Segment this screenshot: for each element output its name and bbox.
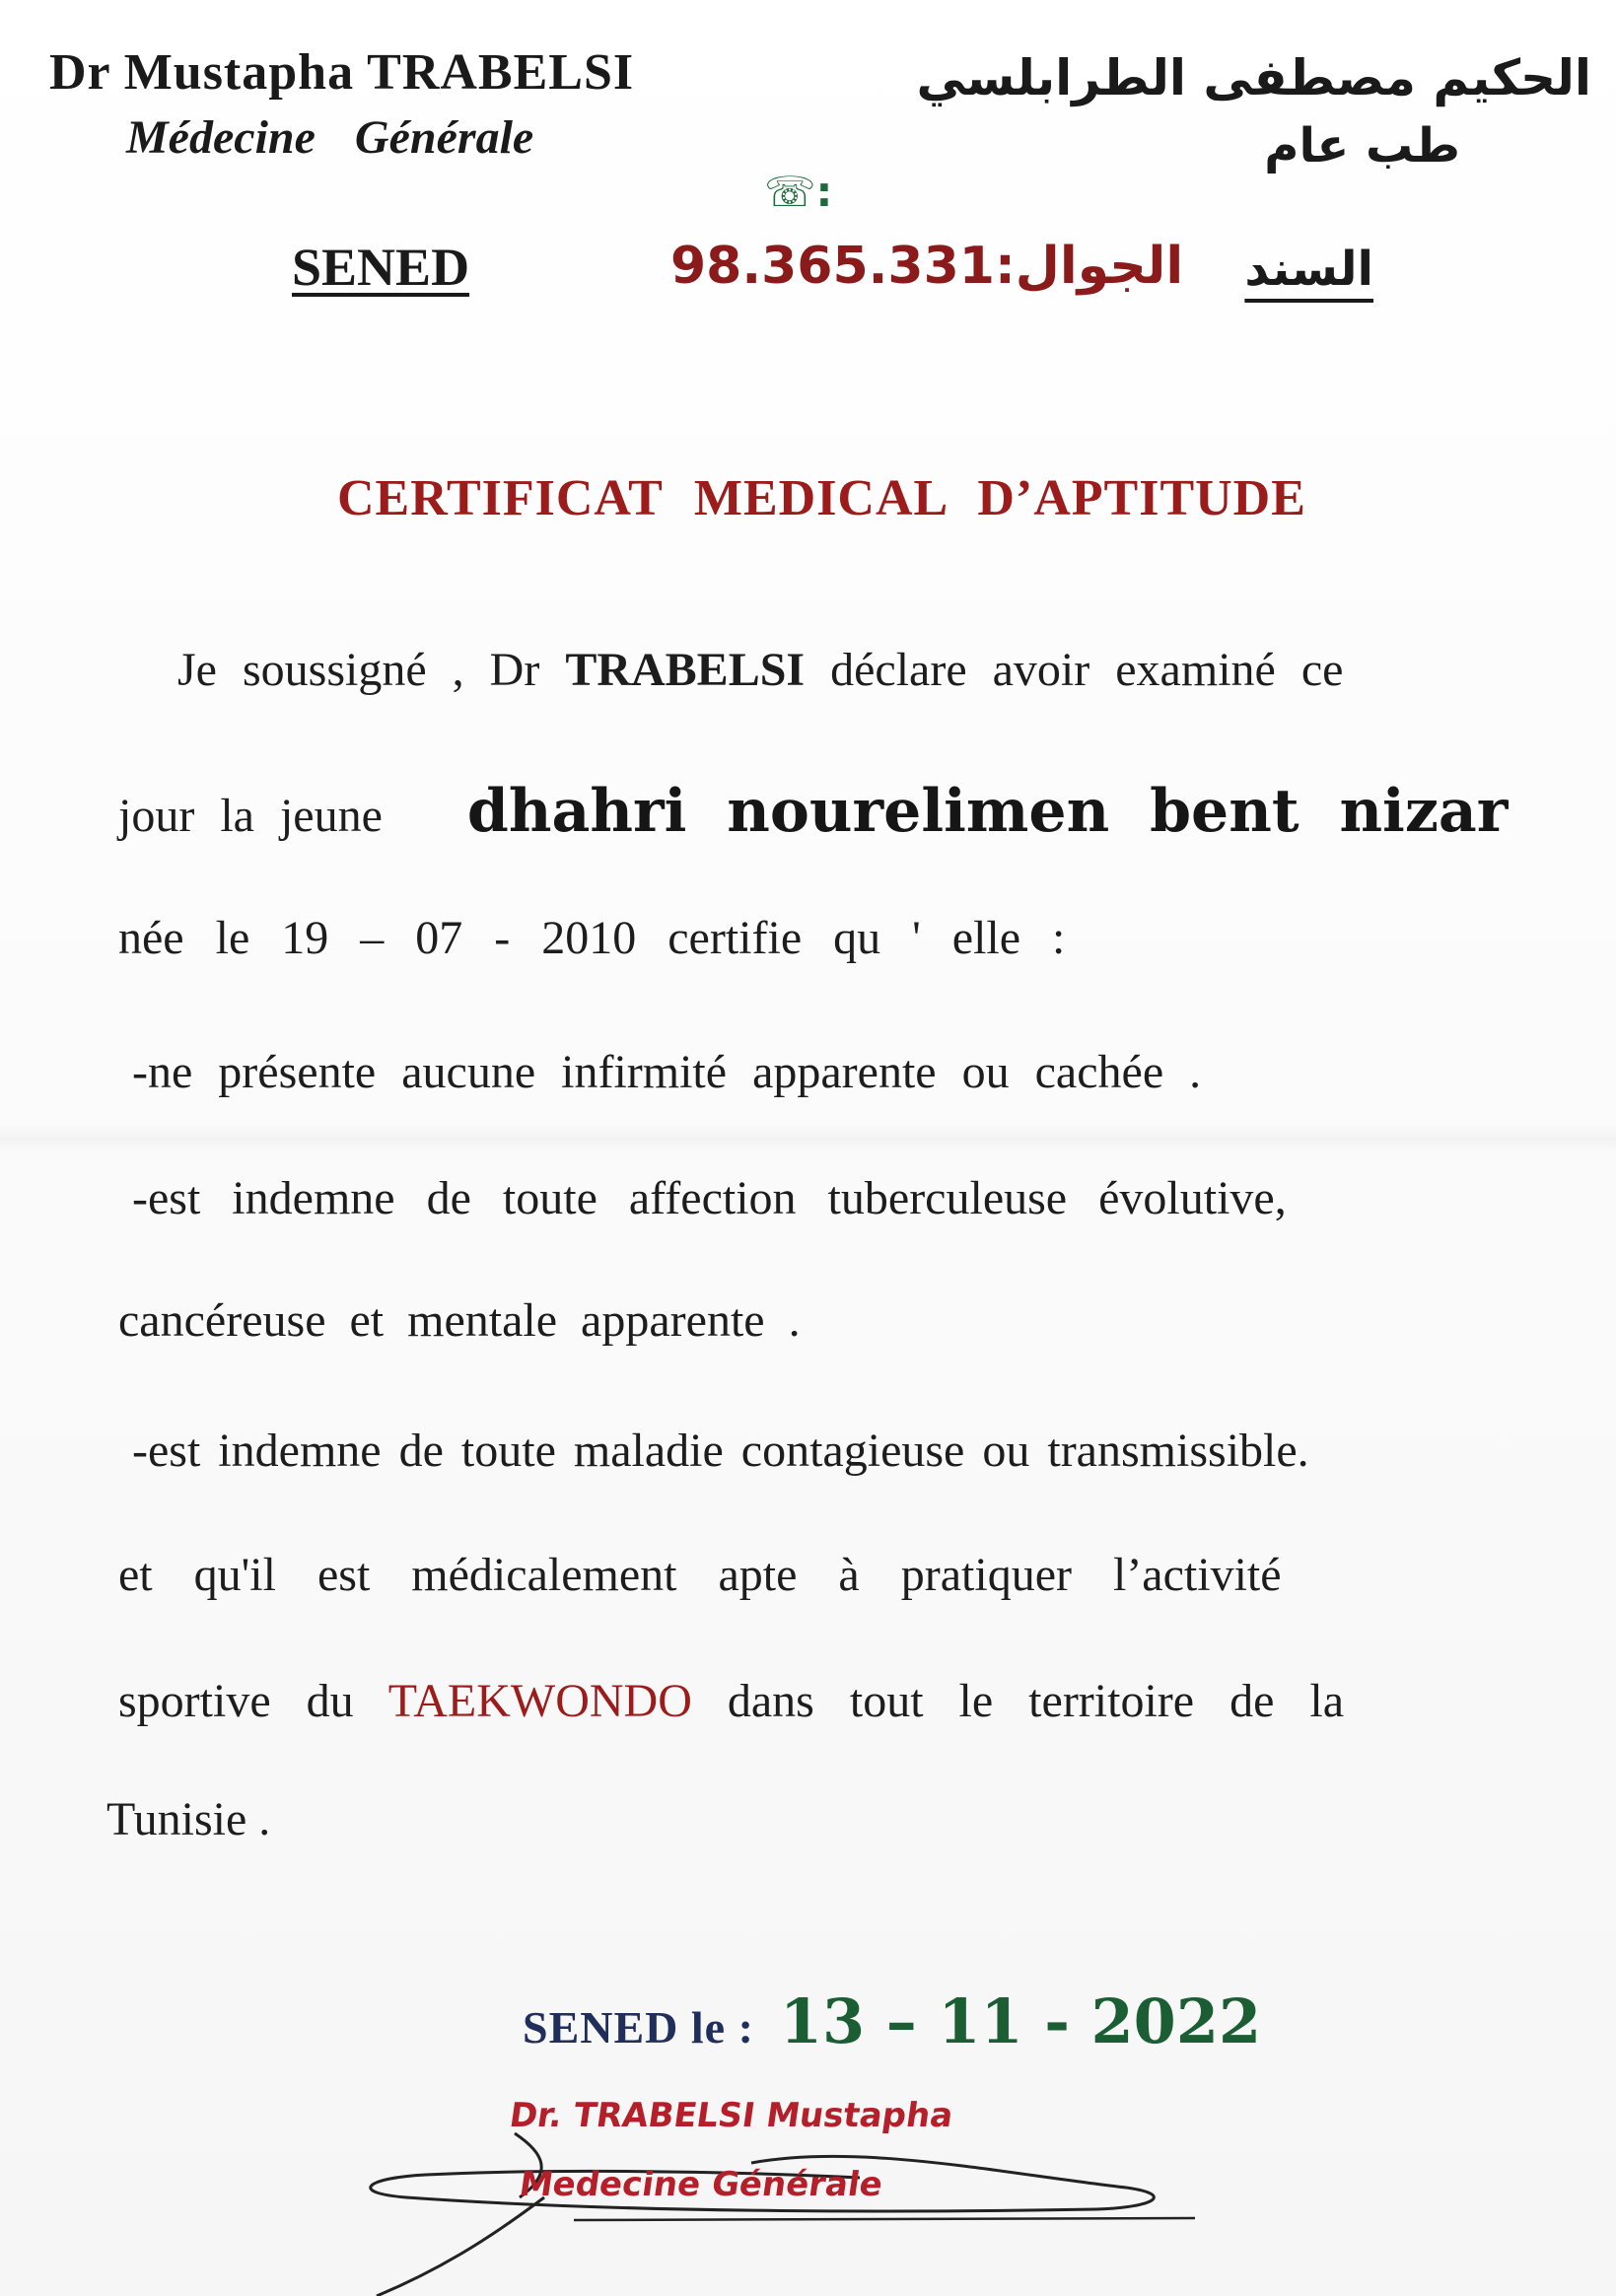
date-value: 13 – 11 - 2022 [779,1985,1262,2057]
paper-fold [0,1124,1616,1153]
city-label: SENED [292,238,470,297]
stamp-line-1: Dr. TRABELSI Mustapha [507,2096,956,2135]
stamp-line-2: Medecine Générale [517,2165,885,2204]
line1-post: déclare avoir examiné ce [830,644,1344,696]
body-line-8: et qu'il est médicalement apte à pratiquer l’activité [118,1549,1282,1601]
body-line-1 [177,643,1343,697]
date-label: SENED le : [523,2002,754,2052]
mobile-number: 98.365.331:الجوال [670,237,1184,296]
body-line-2 [118,777,1508,846]
doctor-name-arabic: الحكيم مصطفى الطرابلسي [916,49,1591,106]
body-line-10: Tunisie . [106,1793,271,1845]
city-label-arabic: السند [1244,242,1373,297]
line2-pre: jour la jeune [118,790,383,842]
line9-post: dans tout le territoire de la [727,1675,1345,1727]
sport-name: TAEKWONDO [387,1675,692,1727]
body-line-6: cancéreuse et mentale apparente . [118,1294,801,1347]
body-line-3: née le 19 – 07 - 2010 certifie qu ' elle : [118,912,1066,964]
body-line-4: -ne présente aucune infirmité apparente ou cachée . [132,1046,1202,1098]
body-line-5: -est indemne de toute affection tuberculeuse évolutive, [132,1172,1287,1224]
line1-doctor: TRABELSI [565,644,806,696]
patient-name: dhahri nourelimen bent nizar [466,777,1509,846]
body-line-7: -est indemne de toute maladie contagieuse ou transmissible. [132,1425,1309,1477]
doctor-specialty: Médecine Générale [126,111,534,164]
certificate-title: CERTIFICAT MEDICAL D’APTITUDE [337,470,1306,526]
body-line-9 [118,1674,1344,1728]
line1-pre: Je soussigné , Dr [177,644,540,696]
signature-date [523,1985,1261,2057]
line9-pre: sportive du [118,1675,354,1727]
phone-icon: ☏: [764,168,833,216]
doctor-name: Dr Mustapha TRABELSI [49,44,635,101]
doctor-specialty-arabic: طب عام [1264,118,1460,174]
